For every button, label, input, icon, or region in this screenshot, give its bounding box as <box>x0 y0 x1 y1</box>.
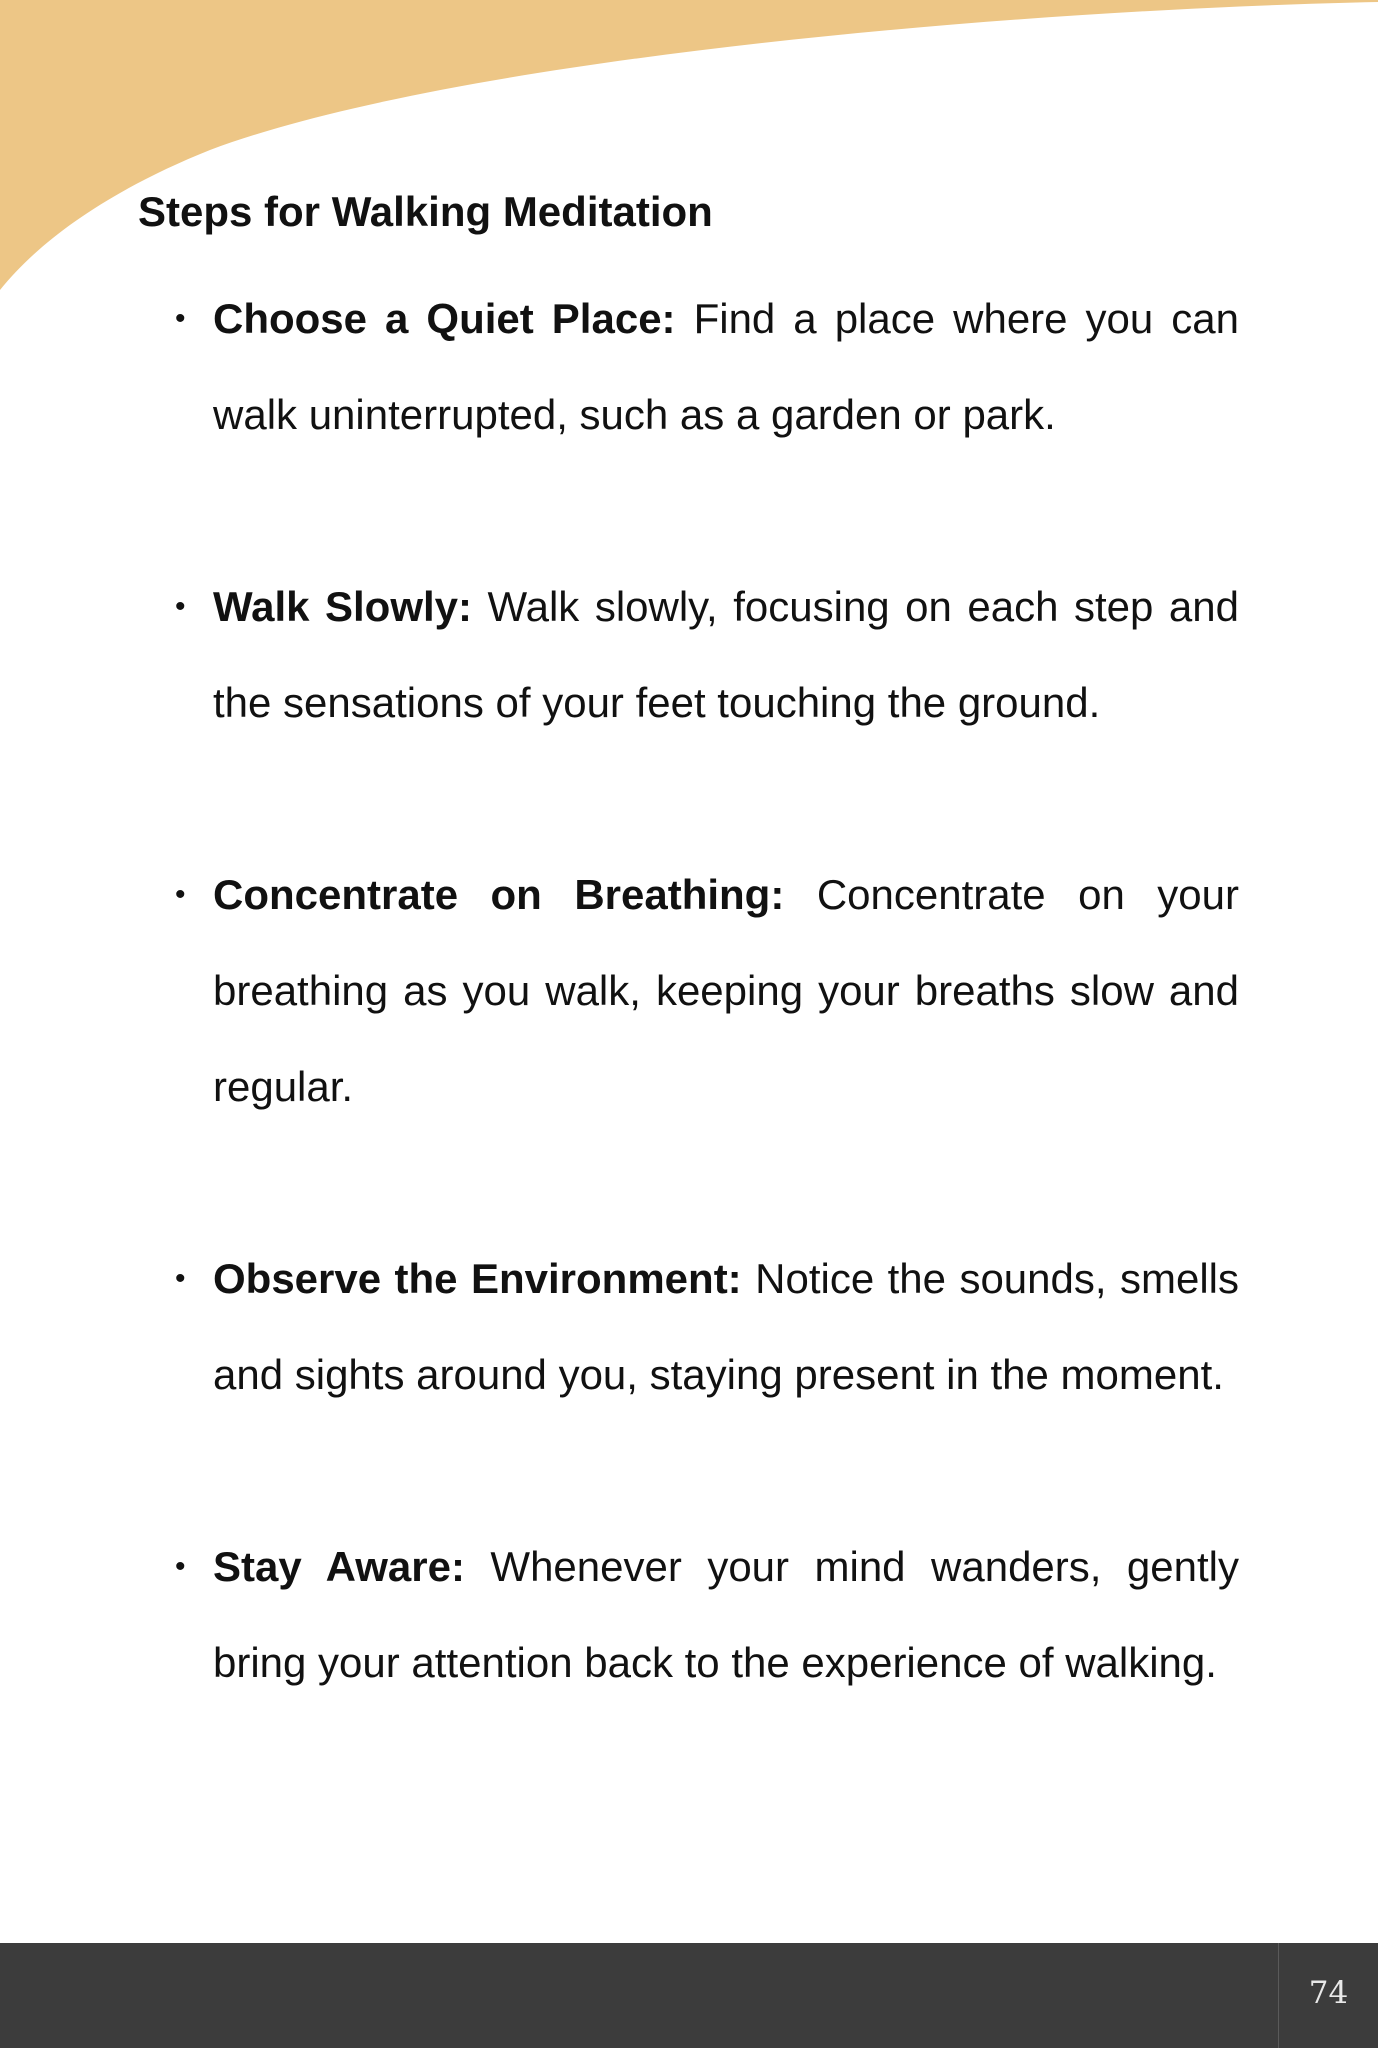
step-item-breathing <box>175 847 1239 1135</box>
steps-list <box>175 271 1240 1711</box>
step-text: Concentrate on your breathing as you walk, keeping your breaths slow and regular. <box>213 871 1239 1110</box>
step-item-environment <box>175 1231 1239 1423</box>
step-title: Stay Aware: <box>213 1543 465 1590</box>
step-item-walk-slowly <box>175 559 1239 751</box>
page-number-box <box>1278 1943 1378 2048</box>
step-text: Whenever your mind wanders, gently bring your attention back to the experience of walking. <box>213 1543 1239 1686</box>
step-title: Observe the Environment: <box>213 1255 742 1302</box>
step-text: Walk slowly, focusing on each step and the sensations of your feet touching the ground. <box>213 583 1239 726</box>
step-title: Concentrate on Breathing: <box>213 871 785 918</box>
step-text: Notice the sounds, smells and sights around you, staying present in the moment. <box>213 1255 1239 1398</box>
bullet-icon: • <box>175 590 186 623</box>
bullet-icon: • <box>175 878 186 911</box>
page-number: 74 <box>1308 1975 1349 2011</box>
step-title: Walk Slowly: <box>213 583 473 630</box>
bullet-icon: • <box>175 302 186 335</box>
corner-swoosh-decoration <box>0 0 1378 300</box>
step-item-stay-aware <box>175 1519 1239 1711</box>
step-title: Choose a Quiet Place: <box>213 295 676 342</box>
bullet-icon: • <box>175 1262 186 1295</box>
bullet-icon: • <box>175 1550 186 1583</box>
footer-bar <box>0 1943 1378 2048</box>
step-text: Find a place where you can walk uninterrupted, such as a garden or park. <box>213 295 1240 438</box>
step-item-quiet-place <box>175 271 1240 463</box>
section-heading: Steps for Walking Meditation <box>138 188 713 235</box>
